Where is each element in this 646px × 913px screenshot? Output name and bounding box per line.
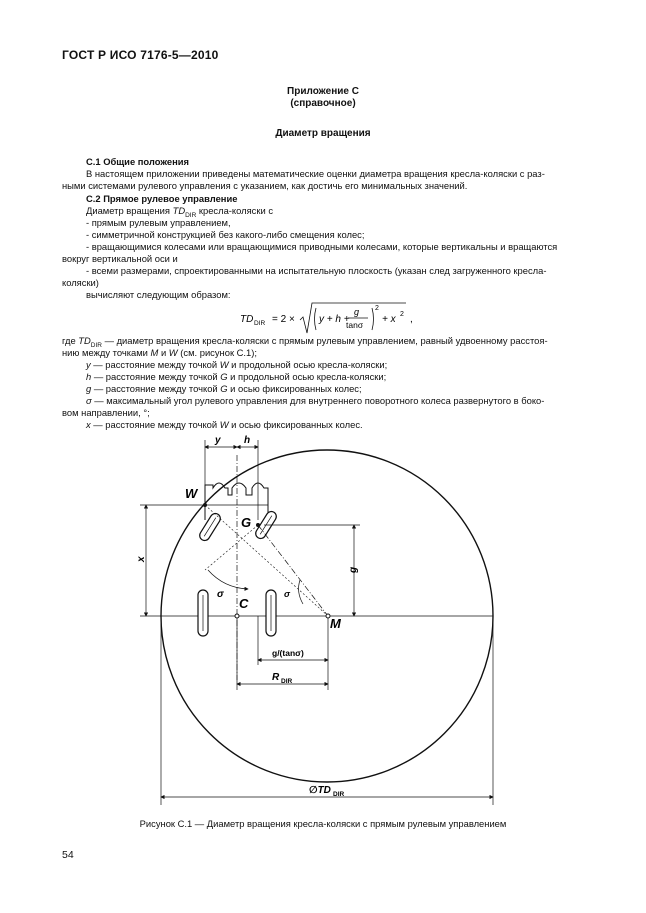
formula-frac-den: tanσ xyxy=(346,320,364,330)
label-y: y xyxy=(215,435,221,446)
section-c1-text-1: В настоящем приложении приведены математические оценки диаметра вращения кресла-коляски с раз- xyxy=(86,168,545,179)
castor-wheel-left xyxy=(198,512,222,543)
formula-frac-num: g xyxy=(354,307,360,317)
def-g xyxy=(86,383,594,395)
intro-post: кресла-коляски с xyxy=(196,205,274,216)
def-y-pt: W xyxy=(219,359,229,370)
label-h: h xyxy=(244,435,251,446)
bullet-3: - вращающимися колесами или вращающимися приводными колесами, которые вертикальны и вращаются xyxy=(86,241,558,252)
figure-c1 xyxy=(0,430,646,815)
section-c2-title: С.2 Прямое рулевое управление xyxy=(86,193,238,204)
standard-header: ГОСТ Р ИСО 7176-5—2010 xyxy=(62,48,219,62)
def-sigma-sym: σ xyxy=(86,395,92,406)
label-w: W xyxy=(185,486,198,501)
def-x-rest: и осью фиксированных колес. xyxy=(228,419,363,430)
where-post: — диаметр вращения кресла-коляски с прямым рулевым управлением, равный удвоенному расстоя- xyxy=(102,335,548,346)
formula-paren-open xyxy=(315,308,317,330)
page-number: 54 xyxy=(62,849,74,861)
def-y-sym: y xyxy=(86,359,91,370)
formula-td-dir xyxy=(236,300,426,336)
section-c1-title: С.1 Общие положения xyxy=(86,156,189,167)
formula-tail: , xyxy=(410,314,413,325)
def-h-text: — расстояние между точкой xyxy=(91,371,221,382)
formula-inner: y + h + xyxy=(319,314,350,325)
def-y xyxy=(86,359,594,371)
def-h-pt: G xyxy=(220,371,228,382)
where2-mid: и xyxy=(158,347,169,358)
sigma-arc xyxy=(208,570,248,589)
def-x-text: — расстояние между точкой xyxy=(90,419,220,430)
intro-var: TD xyxy=(172,205,186,216)
where2-m: M xyxy=(150,347,159,358)
bullet-1: - прямым рулевым управлением, xyxy=(86,217,231,228)
def-x-pt: W xyxy=(219,419,229,430)
label-x: x xyxy=(136,556,147,562)
label-g-dim: g xyxy=(348,566,359,573)
where2-post: (см. рисунок С.1); xyxy=(177,347,257,358)
where-line-2 xyxy=(62,347,594,359)
annex-title: Приложение С xyxy=(287,86,359,97)
def-g-pt: G xyxy=(220,383,228,394)
def-g-sym: g xyxy=(86,383,92,394)
def-h xyxy=(86,371,594,383)
def-h-sym: h xyxy=(86,371,92,382)
label-m: M xyxy=(330,616,341,631)
def-g-rest: и осью фиксированных колес; xyxy=(227,383,362,394)
bullet-3-cont: вокруг вертикальной оси и xyxy=(62,253,178,264)
label-td: ∅TD xyxy=(309,785,331,796)
where2-pre: нию между точками xyxy=(62,347,151,358)
label-r-sub: DIR xyxy=(281,678,293,685)
bullet-4-cont: коляски) xyxy=(62,277,99,288)
formula-plus-x: + x xyxy=(382,314,396,325)
def-y-rest: и продольной осью кресла-коляски; xyxy=(228,359,388,370)
where2-w: W xyxy=(168,347,178,358)
intro-pre: Диаметр вращения xyxy=(86,205,173,216)
label-gtan: g/(tanσ) xyxy=(272,648,304,658)
intro-sub: DIR xyxy=(185,211,197,219)
formula-lhs-sub: DIR xyxy=(254,320,266,327)
def-sigma-text: — максимальный угол рулевого управления для внутреннего поворотного колеса развернутого в боко- xyxy=(91,395,545,406)
annex-heading: Диаметр вращения xyxy=(275,128,371,139)
formula-sq2: 2 xyxy=(400,311,404,318)
formula-equals: = 2 × xyxy=(272,314,295,325)
point-g xyxy=(256,523,260,527)
formula-sq: 2 xyxy=(375,305,379,312)
sigma-arc-2 xyxy=(299,580,303,604)
point-c xyxy=(235,614,239,618)
label-c: C xyxy=(239,596,249,611)
bullet-2: - симметричной конструкцией без какого-либо смещения колес; xyxy=(86,229,365,240)
where-var: TD xyxy=(78,335,91,346)
bullet-4: - всеми размерами, спроектированными на испытательную плоскость (указан след загруженного кресла- xyxy=(86,265,547,276)
def-sigma xyxy=(86,395,594,407)
def-h-rest: и продольной осью кресла-коляски; xyxy=(227,371,387,382)
where-sub: DIR xyxy=(90,341,102,349)
label-sigma-2: σ xyxy=(284,589,290,599)
label-td-sub: DIR xyxy=(333,791,345,798)
def-y-text: — расстояние между точкой xyxy=(90,359,220,370)
annex-subtitle: (справочное) xyxy=(290,98,356,109)
def-sigma-cont: вом направлении, °; xyxy=(62,407,150,418)
where-pre: где xyxy=(62,335,79,346)
label-sigma: σ xyxy=(217,589,224,600)
compute-line: вычисляют следующим образом: xyxy=(86,289,231,300)
def-g-text: — расстояние между точкой xyxy=(91,383,221,394)
figure-caption: Рисунок С.1 — Диаметр вращения кресла-коляски с прямым рулевым управлением xyxy=(139,818,507,829)
formula-paren-close xyxy=(372,308,374,330)
formula-lhs-var: TD xyxy=(240,314,254,325)
section-c1-text-2: ными системами рулевого управления с указанием, как достичь его минимальных значений. xyxy=(62,180,468,191)
label-r: R xyxy=(272,672,280,683)
label-g: G xyxy=(241,515,252,530)
def-x-sym: x xyxy=(86,419,91,430)
